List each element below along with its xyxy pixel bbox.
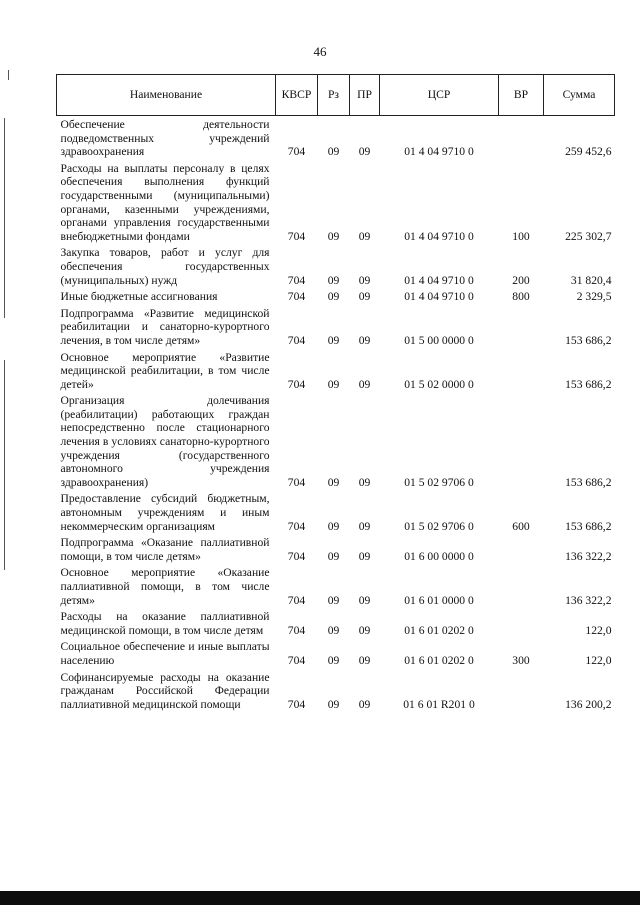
table-row — [57, 490, 615, 534]
row-kvsr: 704 — [287, 697, 306, 711]
row-name: Подпрограмма «Оказание паллиативной помощи, в том числе детям» — [60, 536, 270, 563]
row-vr — [499, 349, 544, 393]
row-sum: 136 322,2 — [565, 549, 612, 563]
header-vr: ВР — [499, 75, 544, 116]
row-vr — [499, 669, 544, 713]
row-sum: 153 686,2 — [565, 475, 612, 489]
table-row — [57, 288, 615, 305]
header-kvsr: КВСР — [276, 75, 318, 116]
row-rz: 09 — [327, 653, 340, 667]
row-name: Закупка товаров, работ и услуг для обеспечения государственных (муниципальных) нужд — [60, 246, 270, 287]
row-sum: 153 686,2 — [565, 377, 612, 391]
row-pr: 09 — [358, 377, 371, 391]
row-pr: 09 — [358, 697, 371, 711]
header-csr: ЦСР — [380, 75, 499, 116]
row-kvsr: 704 — [287, 653, 306, 667]
row-kvsr: 704 — [287, 519, 306, 533]
row-pr: 09 — [358, 333, 371, 347]
page-number: 46 — [313, 44, 327, 59]
row-kvsr: 704 — [287, 549, 306, 563]
row-vr — [499, 392, 544, 490]
row-name: Организация долечивания (реабилитации) работающих граждан непосредственно после стационарного лечения в условиях санаторно-курортного учреждения (государственного автономного учреждения здравоохранения) — [60, 394, 270, 489]
row-csr: 01 5 02 9706 0 — [404, 475, 474, 489]
table-row — [57, 534, 615, 564]
row-rz: 09 — [327, 623, 340, 637]
row-name: Расходы на выплаты персоналу в целях обеспечения выполнения функций государственными (муниципальными) органами, казенными учреждениями, органами управления государственными внебюджетными фондами — [60, 161, 270, 243]
scan-margin-mark — [4, 118, 5, 318]
row-csr: 01 5 02 9706 0 — [404, 519, 474, 533]
table-header-row — [57, 75, 615, 116]
row-kvsr: 704 — [287, 273, 306, 287]
table-row — [57, 116, 615, 160]
row-name: Подпрограмма «Развитие медицинской реабилитации и санаторно-курортного лечения, в том числе детям» — [60, 306, 270, 347]
row-sum: 225 302,7 — [565, 229, 612, 243]
table-row — [57, 564, 615, 608]
row-name: Расходы на оказание паллиативной медицинской помощи, в том числе детям — [60, 610, 270, 637]
row-csr: 01 6 00 0000 0 — [404, 549, 474, 563]
header-rz: Рз — [318, 75, 350, 116]
row-pr: 09 — [358, 593, 371, 607]
row-csr: 01 6 01 R201 0 — [403, 697, 475, 711]
row-sum: 122,0 — [585, 653, 612, 667]
table-row — [57, 638, 615, 668]
row-vr: 600 — [512, 519, 530, 533]
row-rz: 09 — [327, 593, 340, 607]
row-name: Иные бюджетные ассигнования — [60, 290, 218, 304]
scan-margin-mark — [8, 70, 9, 80]
row-csr: 01 6 01 0000 0 — [404, 593, 474, 607]
budget-table — [56, 74, 615, 712]
row-rz: 09 — [327, 377, 340, 391]
row-csr: 01 6 01 0202 0 — [404, 623, 474, 637]
row-pr: 09 — [358, 229, 371, 243]
row-csr: 01 4 04 9710 0 — [404, 145, 474, 159]
table-row — [57, 392, 615, 490]
row-csr: 01 4 04 9710 0 — [404, 290, 474, 304]
row-sum: 153 686,2 — [565, 333, 612, 347]
row-pr: 09 — [358, 519, 371, 533]
row-kvsr: 704 — [287, 377, 306, 391]
row-sum: 153 686,2 — [565, 519, 612, 533]
row-rz: 09 — [327, 290, 340, 304]
row-vr — [499, 608, 544, 638]
row-pr: 09 — [358, 623, 371, 637]
row-pr: 09 — [358, 290, 371, 304]
table-row — [57, 305, 615, 349]
row-vr — [499, 305, 544, 349]
row-vr — [499, 534, 544, 564]
row-pr: 09 — [358, 475, 371, 489]
row-sum: 136 200,2 — [565, 697, 612, 711]
row-kvsr: 704 — [287, 475, 306, 489]
header-pr: ПР — [350, 75, 380, 116]
row-pr: 09 — [358, 273, 371, 287]
row-vr: 800 — [512, 290, 530, 304]
row-vr — [499, 116, 544, 160]
row-csr: 01 5 02 0000 0 — [404, 377, 474, 391]
row-name: Предоставление субсидий бюджетным, автономным учреждениям и иным некоммерческим организациям — [60, 492, 270, 533]
row-rz: 09 — [327, 519, 340, 533]
row-rz: 09 — [327, 697, 340, 711]
row-vr: 200 — [512, 273, 530, 287]
row-sum: 2 329,5 — [576, 290, 612, 304]
row-rz: 09 — [327, 549, 340, 563]
row-rz: 09 — [327, 333, 340, 347]
row-pr: 09 — [358, 653, 371, 667]
table-row — [57, 160, 615, 245]
row-csr: 01 5 00 0000 0 — [404, 333, 474, 347]
row-sum: 136 322,2 — [565, 593, 612, 607]
row-sum: 31 820,4 — [570, 273, 612, 287]
row-kvsr: 704 — [287, 593, 306, 607]
row-name: Софинансируемые расходы на оказание гражданам Российской Федерации паллиативной медицинской помощи — [60, 670, 270, 711]
row-kvsr: 704 — [287, 290, 306, 304]
row-name: Социальное обеспечение и иные выплаты населению — [60, 640, 270, 667]
row-vr: 300 — [512, 653, 530, 667]
row-rz: 09 — [327, 229, 340, 243]
row-kvsr: 704 — [287, 623, 306, 637]
row-rz: 09 — [327, 273, 340, 287]
row-csr: 01 4 04 9710 0 — [404, 273, 474, 287]
row-vr: 100 — [512, 229, 530, 243]
row-vr — [499, 564, 544, 608]
row-kvsr: 704 — [287, 229, 306, 243]
table-row — [57, 608, 615, 638]
row-csr: 01 6 01 0202 0 — [404, 653, 474, 667]
table-row — [57, 669, 615, 713]
row-sum: 259 452,6 — [565, 145, 612, 159]
header-sum: Сумма — [544, 75, 615, 116]
row-pr: 09 — [358, 145, 371, 159]
row-name: Основное мероприятие «Оказание паллиативной помощи, в том числе детям» — [60, 566, 270, 607]
row-name: Обеспечение деятельности подведомственных учреждений здравоохранения — [60, 118, 270, 159]
row-csr: 01 4 04 9710 0 — [404, 229, 474, 243]
row-pr: 09 — [358, 549, 371, 563]
scan-margin-mark — [4, 360, 5, 570]
row-sum: 122,0 — [585, 623, 612, 637]
row-rz: 09 — [327, 475, 340, 489]
scan-bottom-edge — [0, 891, 640, 905]
row-kvsr: 704 — [287, 145, 306, 159]
table-row — [57, 244, 615, 288]
row-name: Основное мероприятие «Развитие медицинской реабилитации, в том числе детей» — [60, 350, 270, 391]
header-name: Наименование — [57, 75, 276, 116]
row-rz: 09 — [327, 145, 340, 159]
row-kvsr: 704 — [287, 333, 306, 347]
table-row — [57, 349, 615, 393]
